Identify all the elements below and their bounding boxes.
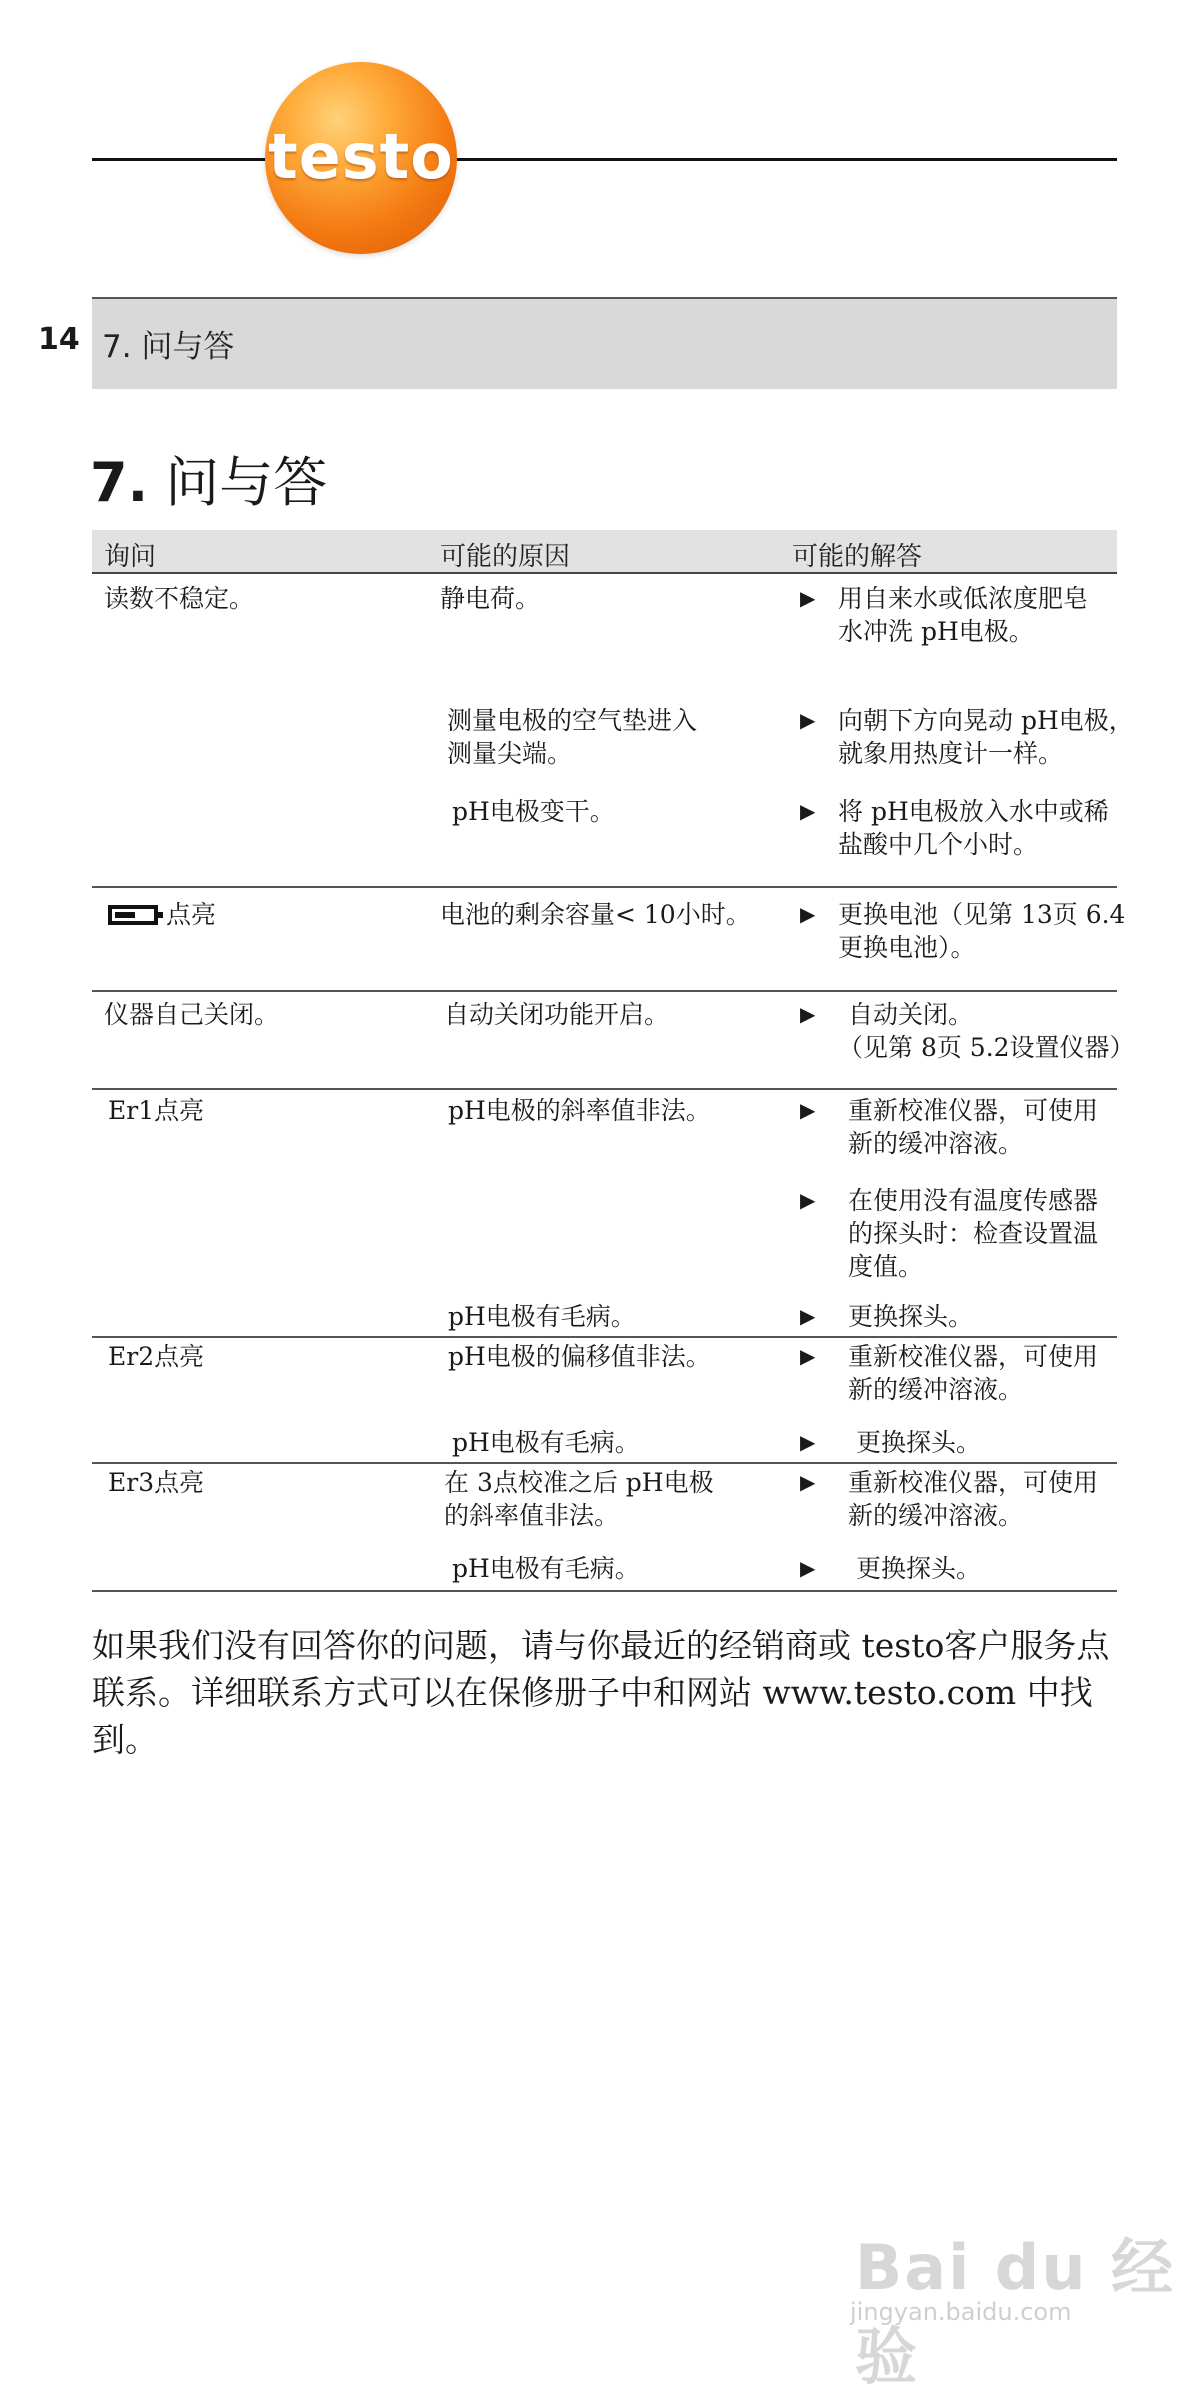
solution-shake-electrode [800,704,1183,770]
solution-line: 度值。 [848,1252,924,1281]
cause-electrode-faulty: pH电极有毛病。 [448,1302,636,1331]
solution-line: 更换探头。 [848,1302,974,1331]
solution-line: 更换电池）。 [838,933,976,962]
arrow-icon: ▶ [800,1304,816,1328]
question-unstable-reading: 读数不稳定。 [104,584,255,613]
section-label: 7. 问与答 [102,329,235,365]
row-divider [92,1088,1117,1090]
header-rule-right [452,158,1117,161]
solution-line: 自动关闭。 [848,1000,974,1029]
solution-rinse-electrode [800,582,1168,648]
row-divider [92,1462,1117,1464]
solution-line: 重新校准仪器，可使用 [848,1096,1099,1125]
solution-line: 就象用热度计一样。 [838,739,1064,768]
arrow-icon: ▶ [800,1470,816,1494]
arrow-icon: ▶ [800,586,816,610]
cause-offset-invalid: pH电极的偏移值非法。 [448,1342,711,1371]
solution-line: 盐酸中几个小时。 [838,830,1039,859]
section-bar [92,297,1117,389]
contact-note: 如果我们没有回答你的问题，请与你最近的经销商或 testo客户服务点联系。详细联系方式可以在保修册子中和网站 www.testo.com 中找到。 [92,1626,1110,1759]
solution-replace-probe [800,1300,1168,1333]
solution-line: 新的缓冲溶液。 [848,1501,1024,1530]
solution-line: （见第 8页 5.2设置仪器） [838,1033,1135,1062]
solution-recalibrate [800,1466,1168,1532]
arrow-icon: ▶ [800,1556,816,1580]
row-divider [92,886,1117,888]
solution-line: 更换探头。 [856,1554,982,1583]
solution-soak-electrode [800,795,1168,861]
chapter-number: 7. [90,451,149,514]
cause-electrode-faulty: pH电极有毛病。 [452,1428,640,1457]
question-er2: Er2点亮 [108,1342,205,1371]
solution-replace-battery [800,898,1183,964]
cause-electrode-faulty: pH电极有毛病。 [452,1554,640,1583]
solution-line: 用自来水或低浓度肥皂 [838,584,1089,613]
solution-line: 更换电池（见第 13页 6.4 [838,900,1126,929]
solution-recalibrate [800,1340,1168,1406]
question-battery-lit [108,898,216,931]
question-er1: Er1点亮 [108,1096,205,1125]
question-er3: Er3点亮 [108,1468,205,1497]
cause-static-charge: 静电荷。 [440,584,541,613]
cause-electrode-dry: pH电极变干。 [452,797,615,826]
cause-3point-slope [444,1466,714,1532]
header-rule-left [92,158,272,161]
solution-check-temperature [800,1184,1168,1283]
arrow-icon: ▶ [800,799,816,823]
question-auto-off: 仪器自己关闭。 [104,1000,280,1029]
solution-line: 的探头时：检查设置温 [848,1219,1099,1248]
cause-line: 测量电极的空气垫进入 测量尖端。 [447,706,698,768]
solution-line: 更换探头。 [856,1428,982,1457]
cause-line: 在 3点校准之后 pH电极 的斜率值非法。 [444,1468,714,1530]
baidu-watermark: Bai du 经验 [855,2231,1176,2393]
arrow-icon: ▶ [800,1098,816,1122]
header-solution: 可能的解答 [792,542,923,572]
solution-line: 新的缓冲溶液。 [848,1375,1024,1404]
question-text: 点亮 [166,900,217,929]
cause-slope-invalid: pH电极的斜率值非法。 [448,1096,711,1125]
row-divider [92,1336,1117,1338]
arrow-icon: ▶ [800,1188,816,1212]
solution-replace-probe [800,1426,1168,1459]
header-question: 询问 [104,542,157,572]
solution-line: 重新校准仪器，可使用 [848,1468,1099,1497]
chapter-title [90,440,327,517]
cause-battery-capacity: 电池的剩余容量< 10小时。 [440,900,751,929]
arrow-icon: ▶ [800,1002,816,1026]
solution-line: 新的缓冲溶液。 [848,1129,1024,1158]
solution-line: 水冲洗 pH电极。 [838,617,1034,646]
solution-replace-probe [800,1552,1168,1585]
row-divider [92,990,1117,992]
solution-auto-off [800,998,1183,1064]
logo-text: testo [268,120,454,193]
solution-line: 将 pH电极放入水中或稀 [838,797,1109,826]
cause-air-cushion [447,704,697,770]
table-bottom-rule [92,1590,1117,1592]
solution-recalibrate [800,1094,1168,1160]
arrow-icon: ▶ [800,1430,816,1454]
solution-line: 向朝下方向晃动 pH电极， [838,706,1134,735]
watermark-url: jingyan.baidu.com [850,2298,1072,2326]
header-cause: 可能的原因 [440,542,571,572]
battery-low-icon [108,905,158,925]
solution-line: 重新校准仪器，可使用 [848,1342,1099,1371]
table-header [92,530,1117,574]
arrow-icon: ▶ [800,708,816,732]
page-number: 14 [38,322,80,357]
arrow-icon: ▶ [800,1344,816,1368]
solution-line: 在使用没有温度传感器 [848,1186,1099,1215]
cause-auto-off-enabled: 自动关闭功能开启。 [444,1000,670,1029]
chapter-title-text: 问与答 [165,451,328,514]
arrow-icon: ▶ [800,902,816,926]
testo-logo [265,62,457,254]
